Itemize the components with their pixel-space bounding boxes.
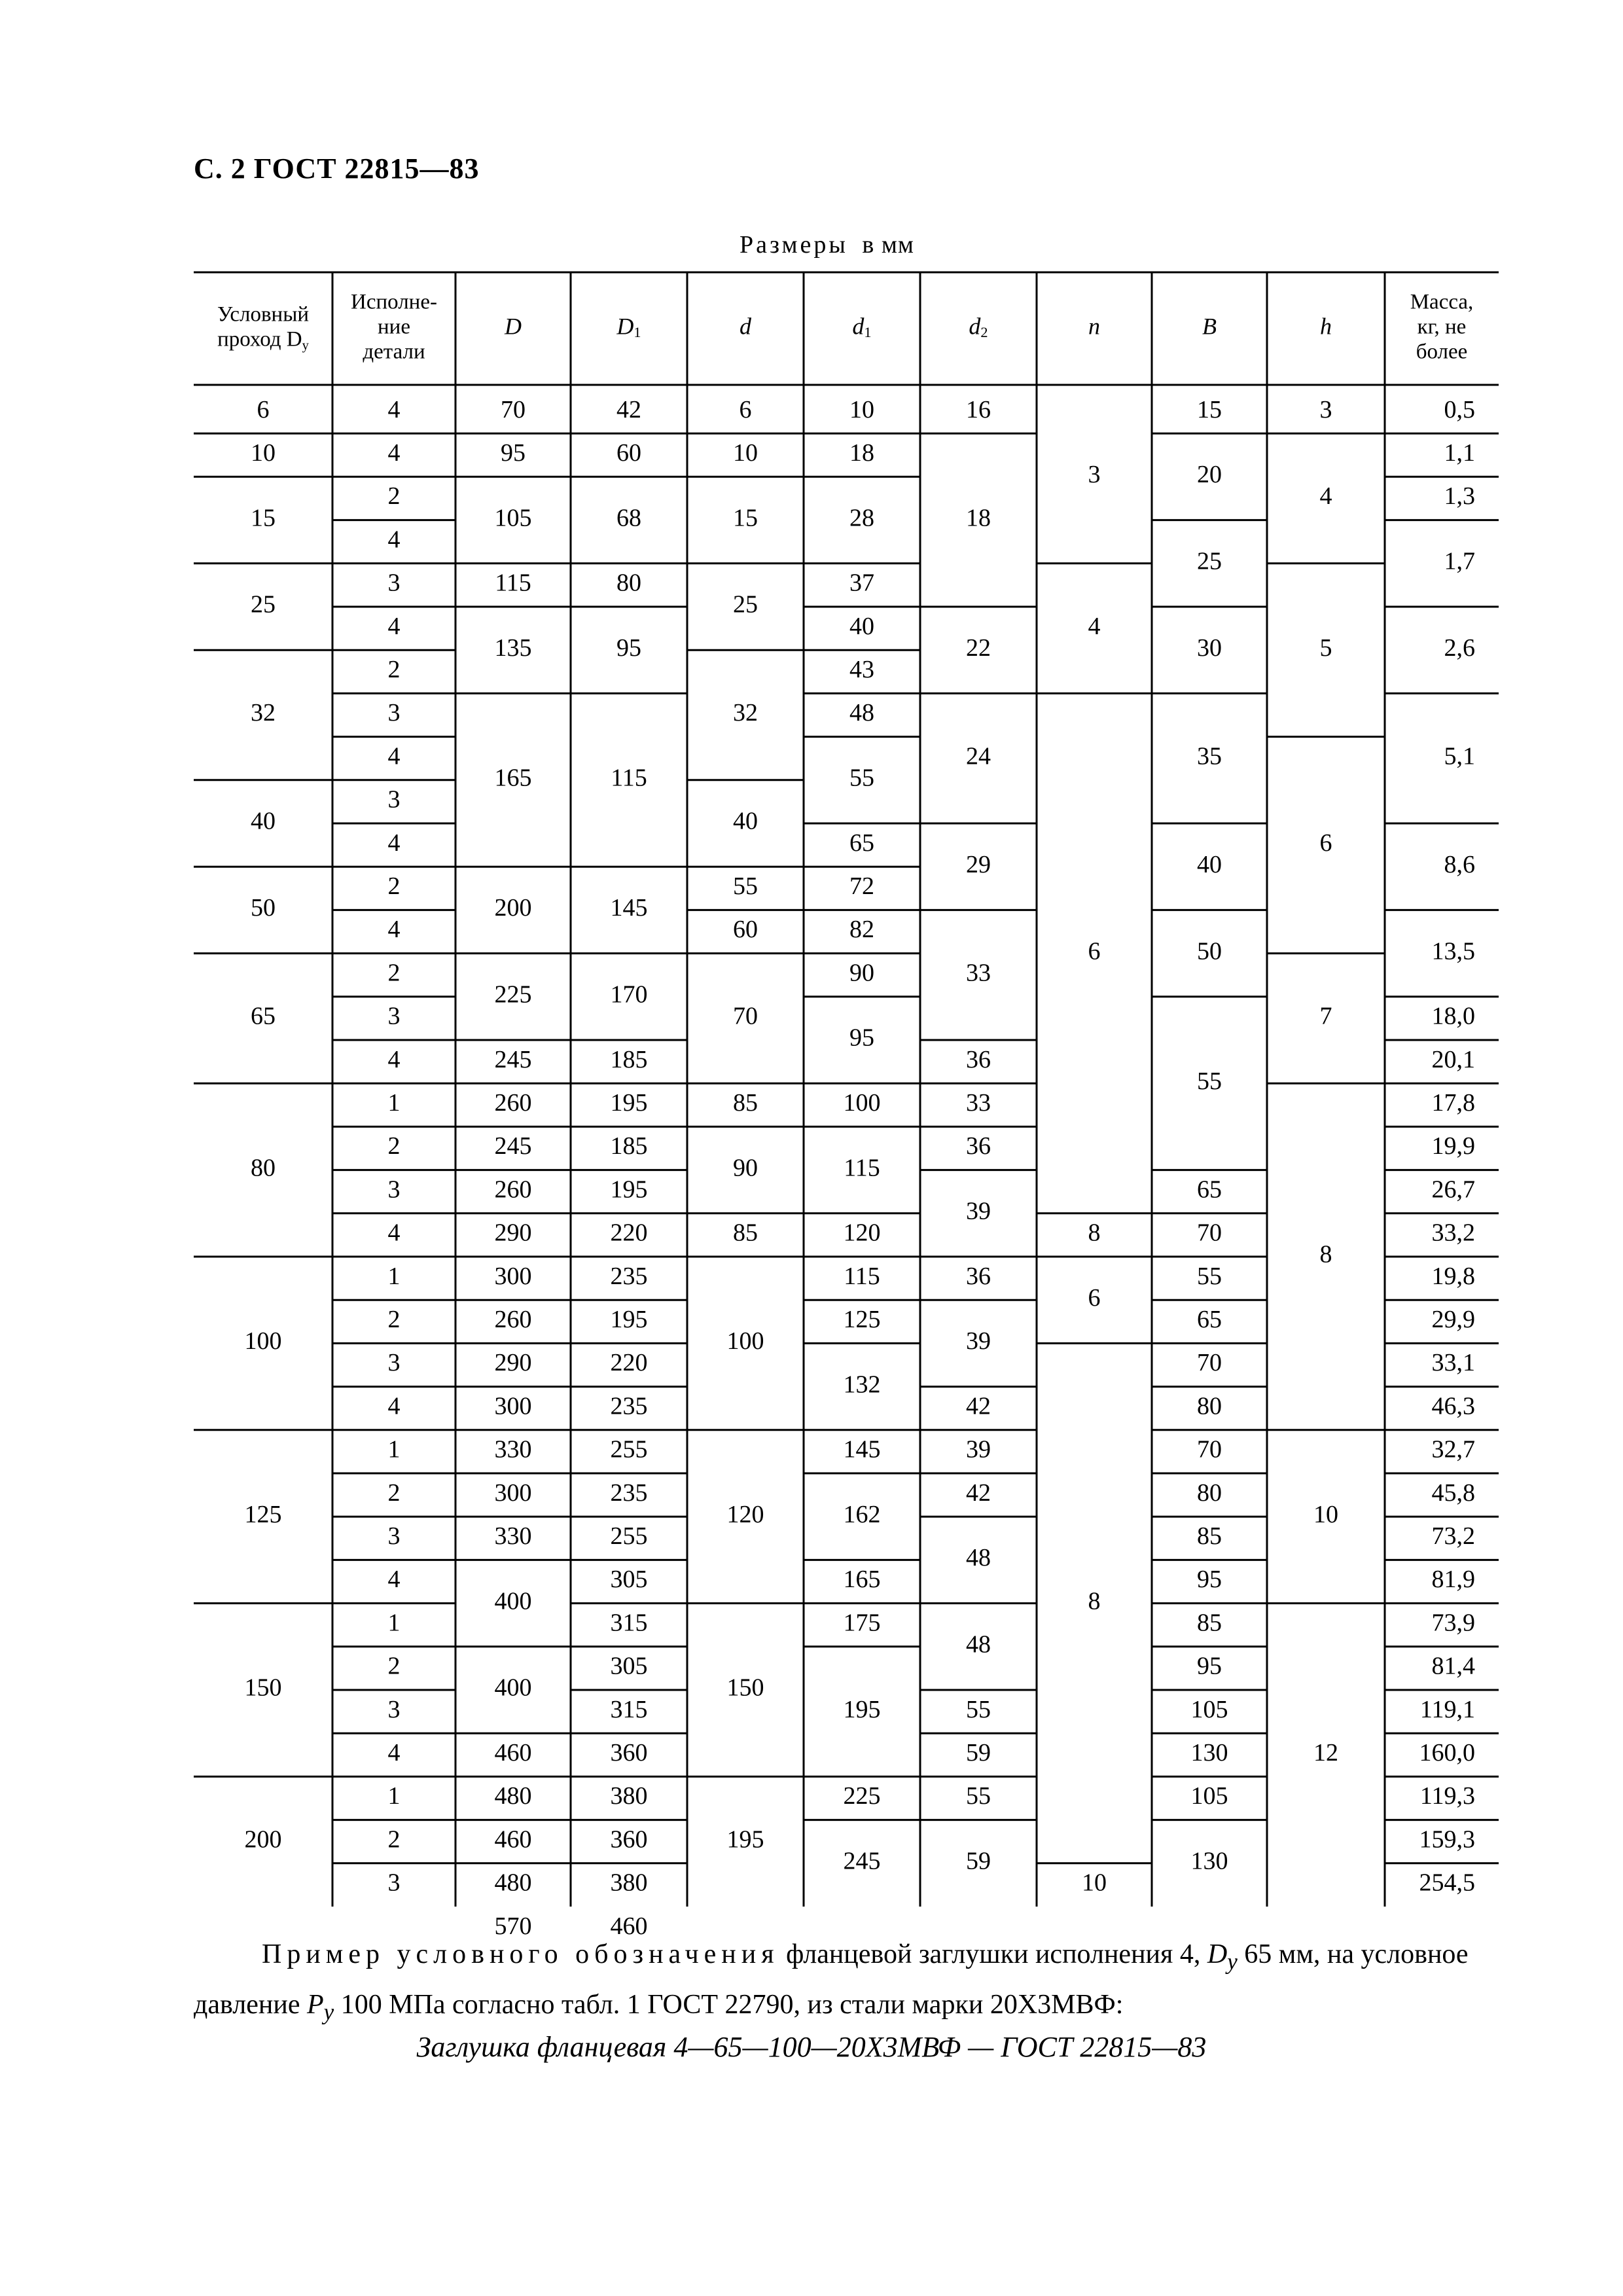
table-cell: 48 bbox=[849, 699, 874, 727]
table-cell: 39 bbox=[966, 1197, 991, 1225]
table-cell: 15 bbox=[251, 504, 276, 532]
table-cell: 235 bbox=[610, 1262, 648, 1290]
table-cell: 55 bbox=[1197, 1067, 1222, 1095]
table-cell: 290 bbox=[494, 1349, 532, 1377]
table-cell: 55 bbox=[966, 1782, 991, 1810]
table-cell: 165 bbox=[843, 1566, 881, 1594]
table-cell: 225 bbox=[494, 980, 532, 1009]
table-cell: 95 bbox=[1197, 1566, 1222, 1594]
table-cell: 85 bbox=[733, 1219, 758, 1247]
table-cell: 380 bbox=[610, 1782, 648, 1810]
table-cell: 175 bbox=[843, 1609, 881, 1637]
table-cell: 119,1 bbox=[1419, 1695, 1475, 1723]
column-header: детали bbox=[363, 340, 425, 364]
table-cell: 3 bbox=[1088, 461, 1101, 489]
table-cell: 10 bbox=[849, 395, 874, 423]
table-cell: 15 bbox=[733, 504, 758, 532]
table-cell: 18 bbox=[966, 504, 991, 532]
table-cell: 32 bbox=[251, 699, 276, 727]
table-cell: 24 bbox=[966, 742, 991, 770]
column-header: h bbox=[1320, 313, 1332, 340]
table-cell: 150 bbox=[726, 1674, 764, 1702]
table-cell: 3 bbox=[387, 569, 401, 597]
table-cell: 32 bbox=[733, 699, 758, 727]
table-cell: 100 bbox=[244, 1327, 282, 1355]
table-cell: 130 bbox=[1190, 1739, 1228, 1767]
table-cell: 460 bbox=[494, 1825, 532, 1854]
table-cell: 3 bbox=[387, 1175, 401, 1204]
table-cell: 254,5 bbox=[1419, 1869, 1475, 1897]
column-header: ние bbox=[378, 315, 410, 339]
table-cell: 115 bbox=[844, 1154, 880, 1182]
table-cell: 85 bbox=[1197, 1609, 1222, 1637]
table-cell: 162 bbox=[843, 1500, 881, 1528]
table-cell: 35 bbox=[1197, 742, 1222, 770]
table-cell: 7 bbox=[1319, 1002, 1332, 1030]
table-cell: 3 bbox=[387, 699, 401, 727]
table-cell: 159,3 bbox=[1419, 1825, 1475, 1854]
table-cell: 4 bbox=[387, 829, 401, 857]
table-cell: 70 bbox=[1197, 1349, 1222, 1377]
table-cell: 17,8 bbox=[1431, 1089, 1475, 1117]
table-cell: 305 bbox=[610, 1566, 648, 1594]
table-cell: 10 bbox=[733, 439, 758, 467]
table-cell: 70 bbox=[501, 395, 526, 423]
py-subscript: у bbox=[323, 1999, 334, 2025]
table-cell: 3 bbox=[387, 1349, 401, 1377]
table-cell: 260 bbox=[494, 1089, 532, 1117]
table-cell: 460 bbox=[610, 1912, 648, 1940]
table-cell: 55 bbox=[849, 764, 874, 792]
table-cell: 315 bbox=[610, 1609, 648, 1637]
table-cell: 2 bbox=[387, 1132, 401, 1160]
table-cell: 8 bbox=[1088, 1587, 1101, 1615]
table-cell: 43 bbox=[849, 656, 874, 684]
table-cell: 82 bbox=[849, 916, 874, 944]
table-cell: 195 bbox=[610, 1175, 648, 1204]
column-header: Исполне- bbox=[351, 290, 437, 314]
table-cell: 570 bbox=[494, 1912, 532, 1940]
example-lead: Пример условного обозначения bbox=[262, 1939, 779, 1969]
table-cell: 4 bbox=[387, 916, 401, 944]
table-cell: 300 bbox=[494, 1392, 532, 1420]
example-text-a: фланцевой заглушки исполнения 4, bbox=[779, 1939, 1207, 1969]
table-cell: 33,2 bbox=[1431, 1219, 1475, 1247]
table-cell: 125 bbox=[244, 1500, 282, 1528]
table-cell: 70 bbox=[1197, 1435, 1222, 1463]
table-cell: 4 bbox=[387, 1566, 401, 1594]
table-cell: 360 bbox=[610, 1825, 648, 1854]
table-cell: 68 bbox=[616, 504, 641, 532]
table-cell: 4 bbox=[387, 1219, 401, 1247]
table-cell: 39 bbox=[966, 1327, 991, 1355]
table-cell: 195 bbox=[610, 1089, 648, 1117]
table-cell: 235 bbox=[610, 1392, 648, 1420]
table-cell: 115 bbox=[844, 1262, 880, 1290]
table-cell: 150 bbox=[244, 1674, 282, 1702]
table-cell: 3 bbox=[387, 1869, 401, 1897]
table-cell: 85 bbox=[733, 1089, 758, 1117]
table-cell: 70 bbox=[733, 1002, 758, 1030]
table-cell: 10 bbox=[1313, 1500, 1338, 1528]
table-cell: 6 bbox=[1319, 829, 1332, 857]
table-cell: 145 bbox=[610, 894, 648, 922]
table-cell: 6 bbox=[1088, 937, 1101, 965]
table-cell: 1 bbox=[387, 1609, 401, 1637]
table-cell: 400 bbox=[494, 1674, 532, 1702]
table-cell: 6 bbox=[739, 395, 752, 423]
table-cell: 48 bbox=[966, 1544, 991, 1572]
table-cell: 40 bbox=[251, 807, 276, 835]
table-cell: 73,2 bbox=[1431, 1522, 1475, 1551]
units-mm: в мм bbox=[862, 231, 914, 259]
table-cell: 40 bbox=[1197, 850, 1222, 878]
table-cell: 10 bbox=[1082, 1869, 1107, 1897]
table-cell: 4 bbox=[1088, 612, 1101, 640]
table-cell: 220 bbox=[610, 1349, 648, 1377]
table-cell: 22 bbox=[966, 634, 991, 662]
column-header: Масса, bbox=[1410, 290, 1474, 314]
table-cell: 2 bbox=[387, 1825, 401, 1854]
table-cell: 4 bbox=[387, 439, 401, 467]
table-cell: 330 bbox=[494, 1435, 532, 1463]
table-cell: 3 bbox=[387, 1002, 401, 1030]
table-cell: 80 bbox=[616, 569, 641, 597]
table-cell: 105 bbox=[1190, 1695, 1228, 1723]
table-cell: 260 bbox=[494, 1306, 532, 1334]
column-header: Условный bbox=[217, 302, 310, 327]
table-cell: 4 bbox=[387, 526, 401, 554]
table-cell: 42 bbox=[616, 395, 641, 423]
table-cell: 8 bbox=[1319, 1240, 1332, 1268]
table-cell: 315 bbox=[610, 1695, 648, 1723]
table-cell: 95 bbox=[849, 1024, 874, 1052]
table-cell: 115 bbox=[495, 569, 531, 597]
table-cell: 260 bbox=[494, 1175, 532, 1204]
table-cell: 185 bbox=[610, 1045, 648, 1073]
table-cell: 4 bbox=[387, 1392, 401, 1420]
table-cell: 80 bbox=[1197, 1392, 1222, 1420]
table-cell: 50 bbox=[1197, 937, 1222, 965]
column-header: d bbox=[740, 313, 751, 340]
table-cell: 81,9 bbox=[1431, 1566, 1475, 1594]
table-cell: 55 bbox=[966, 1695, 991, 1723]
table-cell: 16 bbox=[966, 395, 991, 423]
column-header: проход $D_у$ bbox=[217, 327, 309, 353]
table-cell: 125 bbox=[843, 1306, 881, 1334]
table-cell: 8,6 bbox=[1444, 850, 1475, 878]
dy-symbol: D bbox=[1207, 1939, 1228, 1969]
table-cell: 2 bbox=[387, 1479, 401, 1507]
column-header: $d_1$ bbox=[852, 313, 872, 341]
table-cell: 15 bbox=[1197, 395, 1222, 423]
table-cell: 2 bbox=[387, 1652, 401, 1680]
table-cell: 1 bbox=[387, 1782, 401, 1810]
table-cell: 130 bbox=[1190, 1847, 1228, 1875]
table-cell: 3 bbox=[387, 1522, 401, 1551]
table-cell: 59 bbox=[966, 1739, 991, 1767]
table-cell: 2 bbox=[387, 959, 401, 987]
table-cell: 19,9 bbox=[1431, 1132, 1475, 1160]
table-cell: 119,3 bbox=[1419, 1782, 1475, 1810]
designation-example: Заглушка фланцевая 4—65—100—20Х3МВФ — ГОСТ 22815—83 bbox=[416, 2031, 1207, 2063]
table-cell: 25 bbox=[733, 590, 758, 619]
table-cell: 2,6 bbox=[1444, 634, 1475, 662]
table-cell: 1 bbox=[387, 1262, 401, 1290]
table-cell: 1,1 bbox=[1444, 439, 1475, 467]
table-cell: 5,1 bbox=[1444, 742, 1475, 770]
table-cell: 4 bbox=[1319, 482, 1332, 511]
column-header: n bbox=[1088, 313, 1100, 340]
table-cell: 100 bbox=[726, 1327, 764, 1355]
table-cell: 33 bbox=[966, 1089, 991, 1117]
table-cell: 225 bbox=[843, 1782, 881, 1810]
table-cell: 400 bbox=[494, 1587, 532, 1615]
table-cell: 165 bbox=[494, 764, 532, 792]
table-cell: 28 bbox=[849, 504, 874, 532]
table-cell: 5 bbox=[1319, 634, 1332, 662]
table-cell: 195 bbox=[726, 1825, 764, 1854]
table-cell: 255 bbox=[610, 1435, 648, 1463]
py-symbol: P bbox=[306, 1990, 324, 2020]
table-cell: 65 bbox=[251, 1002, 276, 1030]
table-cell: 235 bbox=[610, 1479, 648, 1507]
table-cell: 42 bbox=[966, 1479, 991, 1507]
table-cell: 6 bbox=[1088, 1283, 1101, 1312]
table-cell: 29 bbox=[966, 850, 991, 878]
table-cell: 120 bbox=[726, 1500, 764, 1528]
table-cell: 2 bbox=[387, 1306, 401, 1334]
table-cell: 59 bbox=[966, 1847, 991, 1875]
table-cell: 2 bbox=[387, 872, 401, 901]
table-cell: 2 bbox=[387, 656, 401, 684]
table-cell: 48 bbox=[966, 1630, 991, 1659]
table-cell: 3 bbox=[1319, 395, 1332, 423]
table-cell: 33 bbox=[966, 959, 991, 987]
table-cell: 65 bbox=[849, 829, 874, 857]
units-label: Размеры bbox=[740, 231, 848, 259]
table-cell: 10 bbox=[251, 439, 276, 467]
table-cell: 160,0 bbox=[1419, 1739, 1475, 1767]
table-cell: 60 bbox=[733, 916, 758, 944]
table-cell: 300 bbox=[494, 1479, 532, 1507]
table-cell: 330 bbox=[494, 1522, 532, 1551]
table-cell: 100 bbox=[843, 1089, 881, 1117]
table-cell: 30 bbox=[1197, 634, 1222, 662]
table-cell: 55 bbox=[733, 872, 758, 901]
table-cell: 132 bbox=[843, 1371, 881, 1399]
table-cell: 305 bbox=[610, 1652, 648, 1680]
table-cell: 40 bbox=[849, 612, 874, 640]
table-cell: 55 bbox=[1197, 1262, 1222, 1290]
example-text-c: 100 МПа согласно табл. 1 ГОСТ 22790, из стали марки 20Х3МВФ: bbox=[334, 1990, 1124, 2020]
table-cell: 33,1 bbox=[1431, 1349, 1475, 1377]
table-cell: 13,5 bbox=[1431, 937, 1475, 965]
column-header: $d_2$ bbox=[969, 313, 988, 341]
table-cell: 255 bbox=[610, 1522, 648, 1551]
table-cell: 36 bbox=[966, 1132, 991, 1160]
table-cell: 1 bbox=[387, 1089, 401, 1117]
table-cell: 4 bbox=[387, 612, 401, 640]
example-text-b: 65 мм, на условное давление bbox=[194, 1939, 1469, 2020]
table-cell: 26,7 bbox=[1431, 1175, 1475, 1204]
table-cell: 4 bbox=[387, 395, 401, 423]
table-cell: 73,9 bbox=[1431, 1609, 1475, 1637]
table-cell: 42 bbox=[966, 1392, 991, 1420]
table-cell: 105 bbox=[494, 504, 532, 532]
table-cell: 70 bbox=[1197, 1219, 1222, 1247]
table-cell: 32,7 bbox=[1431, 1435, 1475, 1463]
table-cell: 380 bbox=[610, 1869, 648, 1897]
dy-subscript: у bbox=[1227, 1948, 1238, 1975]
table-cell: 20 bbox=[1197, 461, 1222, 489]
table-cell: 0,5 bbox=[1444, 395, 1475, 423]
table-cell: 170 bbox=[610, 980, 648, 1009]
table-cell: 36 bbox=[966, 1262, 991, 1290]
table-cell: 45,8 bbox=[1431, 1479, 1475, 1507]
table-cell: 4 bbox=[387, 1045, 401, 1073]
table-cell: 290 bbox=[494, 1219, 532, 1247]
table-cell: 85 bbox=[1197, 1522, 1222, 1551]
table-cell: 90 bbox=[733, 1154, 758, 1182]
table-cell: 185 bbox=[610, 1132, 648, 1160]
table-cell: 4 bbox=[387, 742, 401, 770]
table-cell: 3 bbox=[387, 785, 401, 814]
table-cell: 50 bbox=[251, 894, 276, 922]
table-cell: 90 bbox=[849, 959, 874, 987]
table-cell: 245 bbox=[494, 1045, 532, 1073]
table-cell: 245 bbox=[843, 1847, 881, 1875]
table-cell: 245 bbox=[494, 1132, 532, 1160]
table-cell: 200 bbox=[244, 1825, 282, 1854]
table-cell: 46,3 bbox=[1431, 1392, 1475, 1420]
table-cell: 195 bbox=[843, 1695, 881, 1723]
table-cell: 6 bbox=[257, 395, 270, 423]
table-cell: 25 bbox=[251, 590, 276, 619]
table-cell: 1 bbox=[387, 1435, 401, 1463]
table-cell: 195 bbox=[610, 1306, 648, 1334]
table-cell: 80 bbox=[251, 1154, 276, 1182]
column-header: более bbox=[1416, 340, 1468, 364]
table-cell: 4 bbox=[387, 1739, 401, 1767]
table-cell: 105 bbox=[1190, 1782, 1228, 1810]
table-cell: 95 bbox=[501, 439, 526, 467]
table-cell: 135 bbox=[494, 634, 532, 662]
table-cell: 1,3 bbox=[1444, 482, 1475, 511]
table-cell: 12 bbox=[1313, 1739, 1338, 1767]
table-cell: 2 bbox=[387, 482, 401, 511]
table-cell: 1,7 bbox=[1444, 547, 1475, 575]
table-cell: 480 bbox=[494, 1869, 532, 1897]
table-cell: 81,4 bbox=[1431, 1652, 1475, 1680]
table-cell: 120 bbox=[843, 1219, 881, 1247]
table-cell: 60 bbox=[616, 439, 641, 467]
table-cell: 95 bbox=[1197, 1652, 1222, 1680]
table-cell: 300 bbox=[494, 1262, 532, 1290]
table-cell: 360 bbox=[610, 1739, 648, 1767]
table-cell: 20,1 bbox=[1431, 1045, 1475, 1073]
table-cell: 19,8 bbox=[1431, 1262, 1475, 1290]
column-header: $D_1$ bbox=[616, 313, 641, 341]
table-cell: 72 bbox=[849, 872, 874, 901]
example-paragraph bbox=[194, 1933, 1499, 2034]
table-cell: 40 bbox=[733, 807, 758, 835]
column-header: кг, не bbox=[1417, 315, 1467, 339]
table-cell: 18 bbox=[849, 439, 874, 467]
table-cell: 18,0 bbox=[1431, 1002, 1475, 1030]
table-cell: 37 bbox=[849, 569, 874, 597]
table-cell: 115 bbox=[611, 764, 647, 792]
table-cell: 220 bbox=[610, 1219, 648, 1247]
table-cell: 29,9 bbox=[1431, 1306, 1475, 1334]
table-cell: 480 bbox=[494, 1782, 532, 1810]
table-cell: 460 bbox=[494, 1739, 532, 1767]
table-cell: 39 bbox=[966, 1435, 991, 1463]
table-cell: 145 bbox=[843, 1435, 881, 1463]
table-cell: 65 bbox=[1197, 1175, 1222, 1204]
page-header: С. 2 ГОСТ 22815—83 bbox=[194, 152, 480, 185]
table-cell: 95 bbox=[616, 634, 641, 662]
table-cell: 25 bbox=[1197, 547, 1222, 575]
column-header: D bbox=[505, 313, 522, 340]
table-cell: 8 bbox=[1088, 1219, 1101, 1247]
table-cell: 200 bbox=[494, 894, 532, 922]
table-cell: 80 bbox=[1197, 1479, 1222, 1507]
table-cell: 3 bbox=[387, 1695, 401, 1723]
table-cell: 65 bbox=[1197, 1306, 1222, 1334]
column-header: B bbox=[1202, 313, 1217, 340]
table-cell: 36 bbox=[966, 1045, 991, 1073]
